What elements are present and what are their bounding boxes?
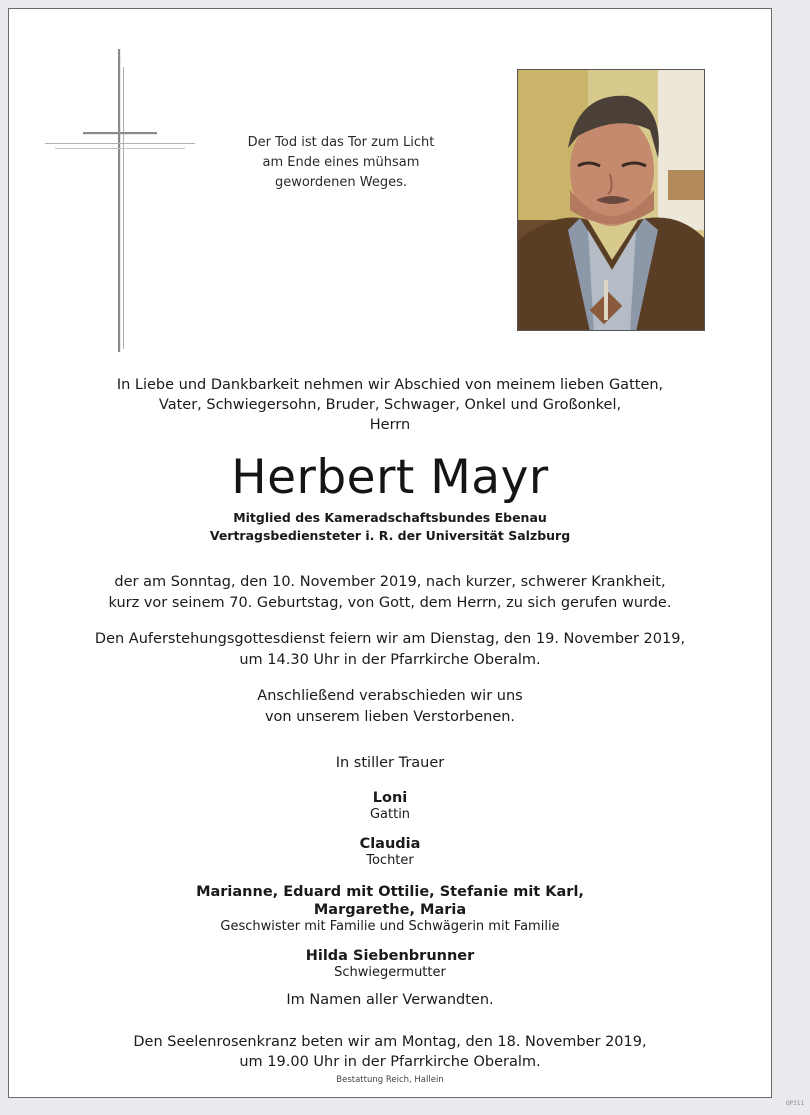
intro-line: In Liebe und Dankbarkeit nehmen wir Abschied von meinem lieben Gatten,	[116, 377, 664, 393]
family-member-name: Marianne, Eduard mit Ottilie, Stefanie mit Karl,	[196, 884, 584, 900]
parte-sheet	[8, 8, 772, 1098]
deceased-name: Herbert Mayr	[231, 450, 549, 505]
quote-line: am Ende eines mühsam	[262, 155, 420, 170]
cross-icon	[45, 49, 195, 354]
family-relation: Geschwister mit Familie und Schwägerin mit Familie	[220, 919, 560, 934]
family-member-name: Claudia	[359, 836, 421, 852]
rosary-line: Den Seelenrosenkranz beten wir am Montag, den 18. November 2019,	[133, 1034, 647, 1050]
intro-line: Vater, Schwiegersohn, Bruder, Schwager, Onkel und Großonkel,	[158, 397, 622, 413]
service-notice-line: Den Auferstehungsgottesdienst feiern wir am Dienstag, den 19. November 2019,	[94, 631, 686, 647]
document-code: OP311	[785, 1100, 804, 1107]
family-relation: Tochter	[366, 853, 414, 868]
family-entry	[9, 883, 771, 935]
family-entry	[9, 789, 771, 823]
death-notice-line: der am Sonntag, den 10. November 2019, nach kurzer, schwerer Krankheit,	[114, 574, 666, 590]
affiliation-line: Vertragsbediensteter i. R. der Universität Salzburg	[209, 528, 571, 543]
death-notice-line: kurz vor seinem 70. Geburtstag, von Gott, dem Herrn, zu sich gerufen wurde.	[108, 595, 672, 611]
affiliations	[9, 509, 771, 545]
family-entry	[9, 947, 771, 981]
family-member-name: Loni	[372, 790, 408, 806]
family-entry	[9, 835, 771, 869]
rosary-line: um 19.00 Uhr in der Pfarrkirche Oberalm.	[239, 1054, 541, 1070]
death-notice	[9, 572, 771, 614]
intro-text	[9, 375, 771, 435]
quote-line: gewordenen Weges.	[274, 175, 408, 190]
family-relation: Schwiegermutter	[334, 965, 446, 980]
intro-line: Herrn	[369, 417, 411, 433]
family-member-name: Margarethe, Maria	[313, 902, 467, 918]
rosary-notice	[9, 1032, 771, 1072]
mourning-heading: In stiller Trauer	[335, 755, 445, 771]
service-notice-line: um 14.30 Uhr in der Pfarrkirche Oberalm.	[239, 652, 541, 668]
service-notice	[9, 629, 771, 671]
undertaker-credit: Bestattung Reich, Hallein	[336, 1075, 444, 1085]
affiliation-line: Mitglied des Kameradschaftsbundes Ebenau	[233, 510, 547, 525]
all-relatives-line: Im Namen aller Verwandten.	[286, 992, 494, 1008]
farewell-line: von unserem lieben Verstorbenen.	[264, 709, 516, 725]
quote	[221, 133, 461, 193]
family-relation: Gattin	[369, 807, 411, 822]
portrait-photo	[517, 69, 705, 331]
farewell-notice	[9, 686, 771, 728]
family-member-name: Hilda Siebenbrunner	[305, 948, 475, 964]
farewell-line: Anschließend verabschieden wir uns	[257, 688, 523, 704]
quote-line: Der Tod ist das Tor zum Licht	[247, 135, 435, 150]
